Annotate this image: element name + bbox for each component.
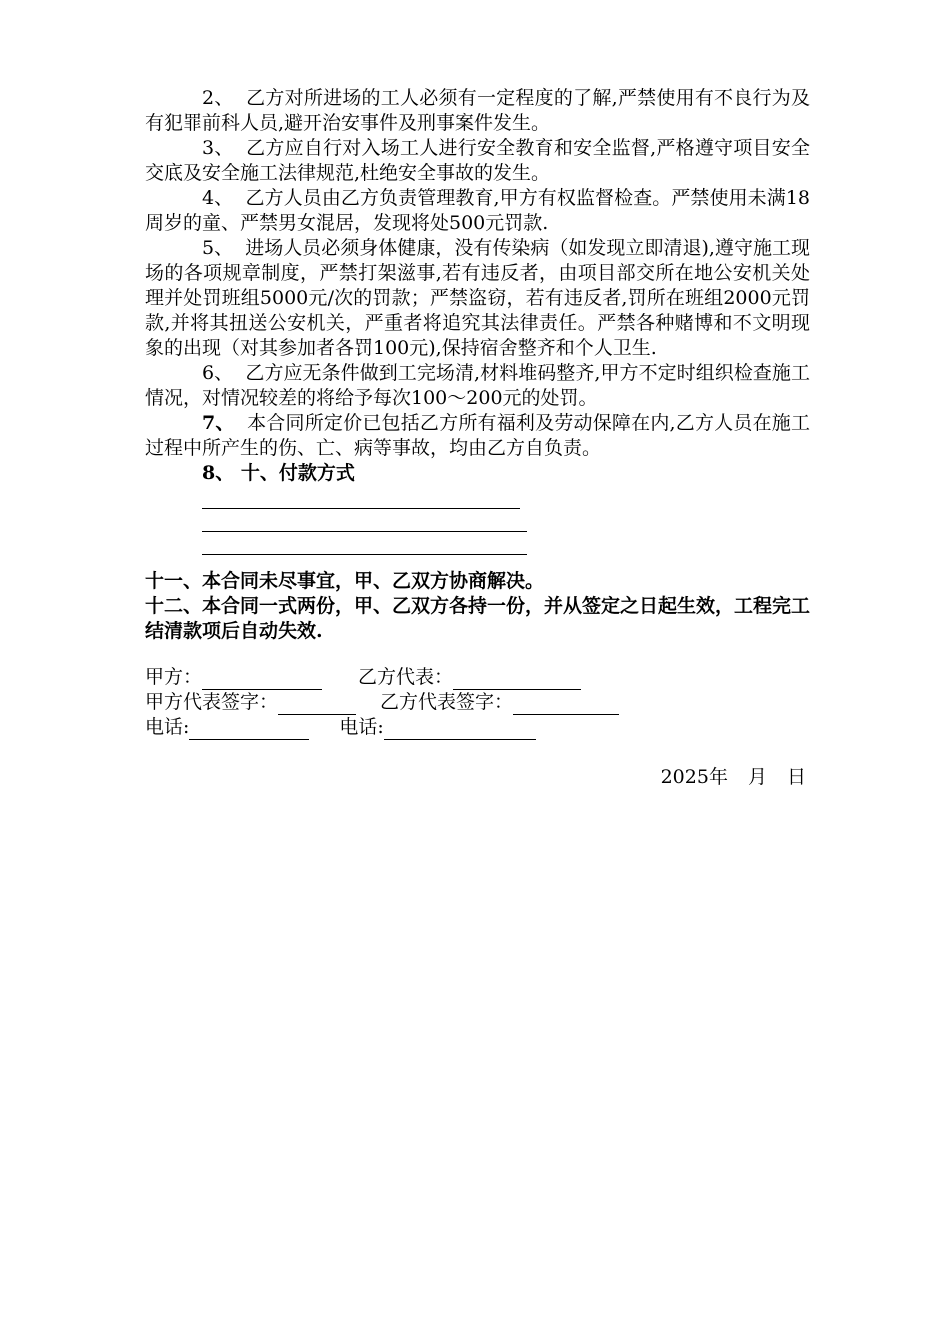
date-day-label: 日 bbox=[786, 766, 806, 788]
payment-blank-line-1 bbox=[202, 486, 520, 509]
party-a-rep-sign-label: 甲方代表签字： bbox=[145, 691, 279, 713]
paragraph-text: 本合同所定价已包括乙方所有福利及劳动保障在内,乙方人员在施工过程中所产生的伤、亡、病等事故，均由乙方自负责。 bbox=[145, 412, 810, 459]
party-a-label: 甲方： bbox=[145, 666, 203, 688]
paragraph-number: 3、 bbox=[202, 137, 234, 159]
paragraph-2 bbox=[145, 86, 810, 136]
document-page bbox=[145, 86, 810, 790]
signature-row-parties bbox=[145, 665, 810, 690]
phone-a-label: 电话: bbox=[145, 716, 190, 738]
payment-blank-line-2 bbox=[202, 509, 527, 532]
paragraph-5 bbox=[145, 236, 810, 361]
paragraph-number: 4、 bbox=[202, 187, 234, 209]
paragraph-number: 6、 bbox=[202, 362, 234, 384]
paragraph-number: 7、 bbox=[202, 412, 235, 434]
party-a-rep-sign-blank bbox=[278, 694, 356, 715]
phone-a-blank bbox=[189, 719, 309, 740]
paragraph-7 bbox=[145, 411, 810, 461]
clause-12: 十二、本合同一式两份，甲、乙双方各持一份，并从签定之日起生效，工程完工结清款项后自动失效. bbox=[145, 595, 811, 642]
party-b-rep-blank bbox=[453, 669, 581, 690]
signature-block bbox=[145, 665, 810, 740]
paragraph-number: 5、 bbox=[202, 237, 234, 259]
phone-b-blank bbox=[384, 719, 536, 740]
party-b-rep-sign-blank bbox=[513, 694, 619, 715]
payment-heading: 8、 十、付款方式 bbox=[202, 462, 355, 484]
party-b-rep-sign-label: 乙方代表签字： bbox=[380, 691, 514, 713]
date-line bbox=[145, 765, 810, 790]
paragraph-4 bbox=[145, 186, 810, 236]
paragraph-6 bbox=[145, 361, 810, 411]
paragraph-number: 2、 bbox=[202, 87, 234, 109]
phone-b-label: 电话: bbox=[339, 716, 384, 738]
clause-11: 十一、本合同未尽事宜，甲、乙双方协商解决。 bbox=[145, 570, 545, 592]
date-year-label: 年 bbox=[708, 766, 728, 788]
paragraph-text: 乙方应无条件做到工完场清,材料堆码整齐,甲方不定时组织检查施工情况，对情况较差的将给予每次100～200元的处罚。 bbox=[145, 362, 810, 409]
paragraph-text: 进场人员必须身体健康，没有传染病（如发现立即清退),遵守施工现场的各项规章制度，严禁打架滋事,若有违反者，由项目部交所在地公安机关处理并处罚班组5000元/次的罚款；严禁盗窃，若有违反者,罚所在班组2000元罚款,并将其扭送公安机关，严重者将追究其法律责任。严禁各种赌博和不文明现象的出现（对其参加者各罚100元),保持宿舍整齐和个人卫生. bbox=[145, 237, 810, 359]
signature-row-reps bbox=[145, 690, 810, 715]
signature-row-phones bbox=[145, 715, 810, 740]
party-a-blank bbox=[202, 669, 322, 690]
paragraph-text: 乙方应自行对入场工人进行安全教育和安全监督,严格遵守项目安全交底及安全施工法律规范,杜绝安全事故的发生。 bbox=[145, 137, 810, 184]
party-b-rep-label: 乙方代表： bbox=[358, 666, 454, 688]
paragraph-text: 乙方对所进场的工人必须有一定程度的了解,严禁使用有不良行为及有犯罪前科人员,避开治安事件及刑事案件发生。 bbox=[145, 87, 810, 134]
paragraph-3 bbox=[145, 136, 810, 186]
date-month-label: 月 bbox=[747, 766, 767, 788]
paragraph-text: 乙方人员由乙方负责管理教育,甲方有权监督检查。严禁使用未满18周岁的童、严禁男女混居，发现将处500元罚款. bbox=[145, 187, 810, 234]
payment-blank-line-3 bbox=[202, 532, 527, 555]
date-year: 2025 bbox=[660, 766, 709, 788]
